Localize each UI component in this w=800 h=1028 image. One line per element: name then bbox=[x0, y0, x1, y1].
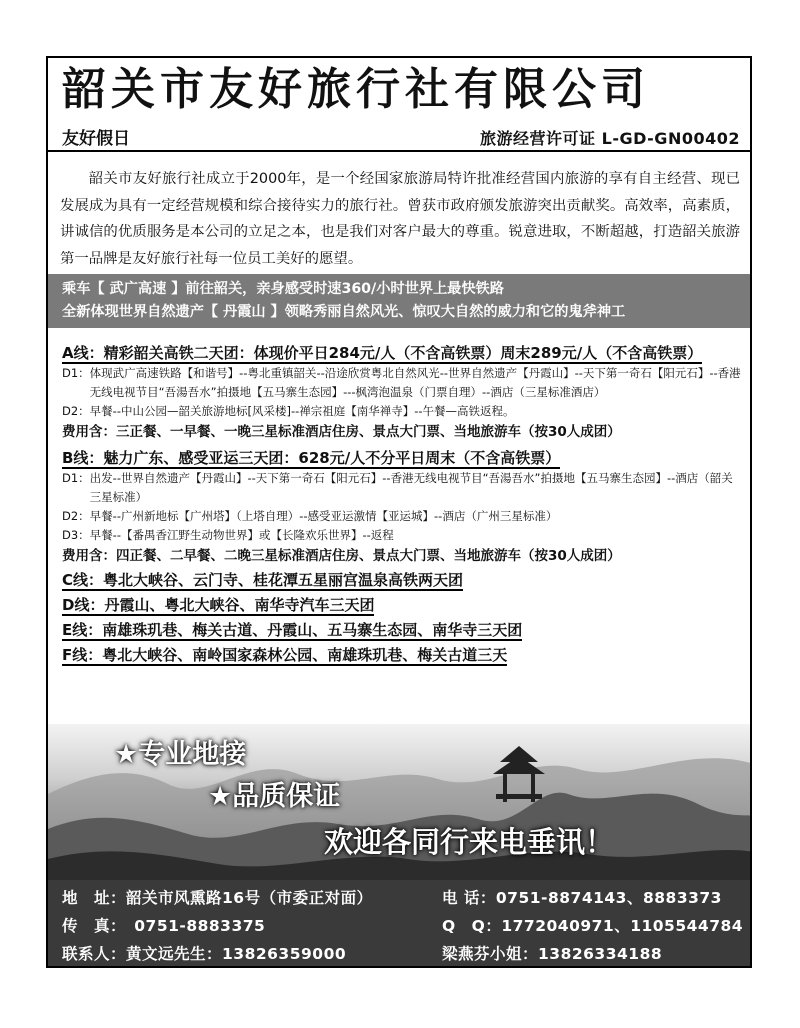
license-number: 旅游经营许可证 L-GD-GN00402 bbox=[480, 129, 740, 148]
contact-person-2: 梁燕芬小姐：13826334188 bbox=[442, 945, 663, 963]
advertisement-frame bbox=[46, 56, 752, 968]
route-b-fee: 费用含：四正餐、二早餐、二晚三星标准酒店住房、景点大门票、当地旅游车（按30人成团） bbox=[62, 548, 621, 564]
brand-name: 友好假日 bbox=[62, 129, 130, 149]
day-itinerary: 体现武广高速铁路【和谐号】--粤北重镇韶关--沿途欣赏粤北自然风光--世界自然遗产【丹霞山】--天下第一奇石【阳元石】--香港无线电视节目“吾湯吾水”拍摄地【五马寨生态园】---枫湾泡温泉（门票自理）--酒店（三星标准酒店） bbox=[89, 366, 741, 399]
mountain-scenery bbox=[48, 724, 750, 880]
contact-person-1: 联系人：黄文远先生：13826359000 bbox=[62, 945, 347, 963]
day-itinerary: 出发--世界自然遗产【丹霞山】--天下第一奇石【阳元石】--香港无线电视节目“吾湯吾水”拍摄地【五马寨生态园】--酒店（韶关三星标准） bbox=[89, 471, 733, 504]
day-label: D2： bbox=[62, 509, 90, 523]
day-itinerary: 早餐--中山公园—韶关旅游地标[风采楼]--禅宗祖庭【南华禅寺】--午餐—高铁返程。 bbox=[89, 404, 515, 418]
route-list bbox=[62, 342, 742, 667]
route-a-heading: A线：精彩韶关高铁二天团：体现价平日284元/人（不含高铁票）周末289元/人（不含高铁票） bbox=[62, 344, 703, 362]
day-itinerary: 早餐--【番禺香江野生动物世界】或【长隆欢乐世界】--返程 bbox=[89, 528, 394, 542]
banner-line-1: 乘车【 武广高速 】前往韶关，亲身感受时速360/小时世界上最快铁路 bbox=[62, 281, 504, 297]
contact-qq: Q Q：1772040971、1105544784 bbox=[442, 917, 744, 935]
day-label: D2： bbox=[62, 404, 90, 418]
slogan-quality: ★品质保证 bbox=[208, 781, 341, 812]
route-b-day-2 bbox=[62, 507, 742, 526]
route-a-day-1 bbox=[62, 364, 742, 402]
route-b-day-1 bbox=[62, 469, 742, 507]
route-a-day-2 bbox=[62, 402, 742, 421]
slogan-welcome: 欢迎各同行来电垂讯！ bbox=[324, 825, 615, 859]
day-label: D1： bbox=[62, 471, 90, 485]
company-title: 韶关市友好旅行社有限公司 bbox=[62, 64, 650, 115]
route-b-day-3 bbox=[62, 526, 742, 545]
route-c-heading: C线：粤北大峡谷、云门寺、桂花潭五星丽宫温泉高铁两天团 bbox=[62, 571, 464, 589]
route-f-heading: F线：粤北大峡谷、南岭国家森林公园、南雄珠玑巷、梅关古道三天 bbox=[62, 646, 508, 664]
contact-fax: 传 真： 0751-8883375 bbox=[62, 917, 266, 935]
route-e-heading: E线：南雄珠玑巷、梅关古道、丹霞山、五马寨生态园、南华寺三天团 bbox=[62, 621, 523, 639]
day-itinerary: 早餐--广州新地标【广州塔】（上塔自理）--感受亚运激情【亚运城】--酒店（广州三星标准） bbox=[89, 509, 558, 523]
day-label: D3： bbox=[62, 528, 90, 542]
banner-line-2: 全新体现世界自然遗产【 丹霞山 】领略秀丽自然风光、惊叹大自然的威力和它的鬼斧神工 bbox=[62, 304, 626, 320]
route-b-heading: B线：魅力广东、感受亚运三天团：628元/人不分平日周末（不含高铁票） bbox=[62, 449, 561, 467]
contact-address: 地 址：韶关市风熏路16号（市委正对面） bbox=[62, 889, 373, 907]
route-d-heading: D线：丹霞山、粤北大峡谷、南华寺汽车三天团 bbox=[62, 596, 375, 614]
day-label: D1： bbox=[62, 366, 90, 380]
contact-phone: 电 话：0751-8874143、8883373 bbox=[442, 889, 722, 907]
intro-paragraph: 韶关市友好旅行社成立于2000年，是一个经国家旅游局特许批准经营国内旅游的享有自主经营、现已发展成为具有一定经营规模和综合接待实力的旅行社。曾获市政府颁发旅游突出贡献奖。高效率，高素质，讲诚信的优质服务是本公司的立足之本，也是我们对客户最大的尊重。锐意进取，不断超越，打造韶关旅游第一品牌是友好旅行社每一位员工美好的愿望。 bbox=[60, 171, 740, 267]
promo-banner bbox=[48, 274, 750, 328]
header-divider bbox=[48, 150, 750, 152]
route-a-fee: 费用含：三正餐、一早餐、一晚三星标准酒店住房、景点大门票、当地旅游车（按30人成团） bbox=[62, 424, 621, 440]
slogan-local-service: ★专业地接 bbox=[114, 739, 247, 770]
contact-panel bbox=[48, 880, 750, 968]
